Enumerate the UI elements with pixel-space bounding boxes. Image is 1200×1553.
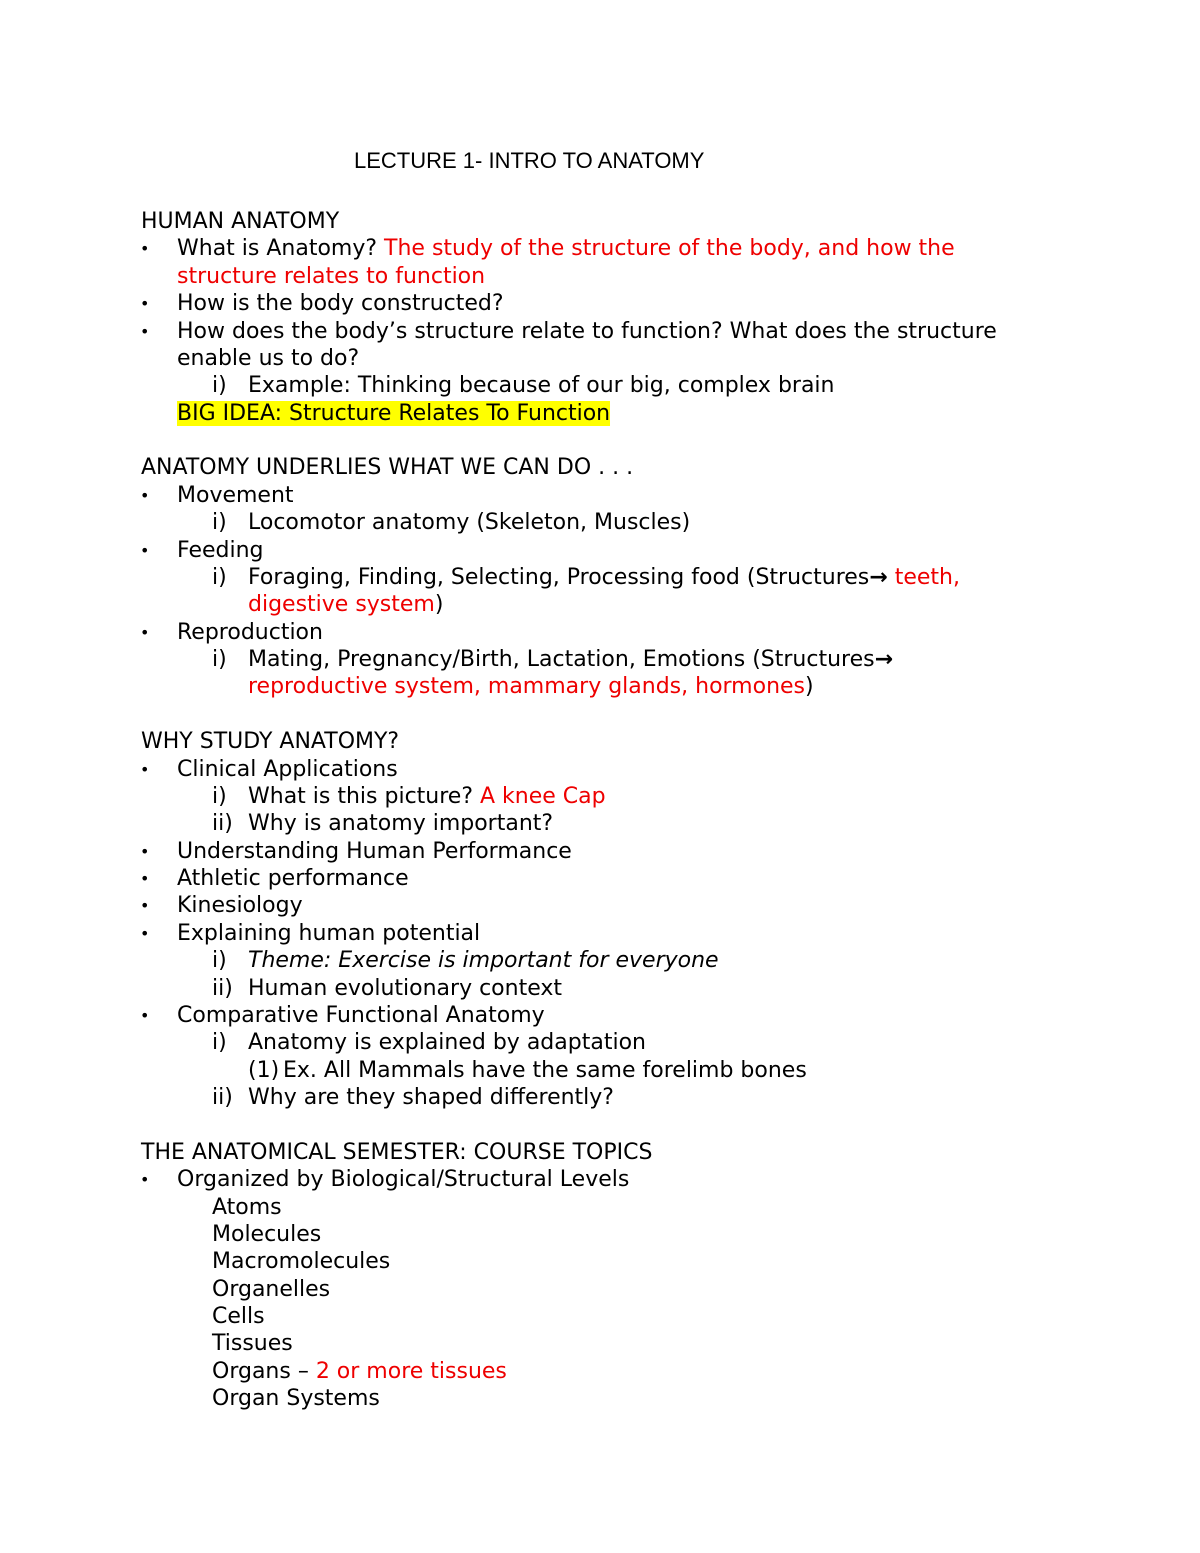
- sub-item-text: Foraging, Finding, Selecting, Processing food (Structures: [248, 565, 870, 590]
- list-item: Kinesiology: [177, 893, 303, 918]
- question-text: What is Anatomy?: [177, 236, 385, 261]
- level-text: Organs –: [212, 1359, 316, 1384]
- sub-sub-item: Ex. All Mammals have the same forelimb bones: [283, 1058, 807, 1083]
- sub-item-marker: i): [212, 510, 227, 535]
- sub-item-continued: [248, 591, 443, 618]
- bullet-icon: •: [140, 1170, 150, 1189]
- list-item: Organized by Biological/Structural Levels: [177, 1167, 630, 1192]
- sub-item: [248, 783, 606, 810]
- bullet-icon: •: [140, 869, 150, 888]
- list-item: Comparative Functional Anatomy: [177, 1003, 545, 1028]
- list-item: Clinical Applications: [177, 757, 398, 782]
- sub-item-marker: ii): [212, 1085, 233, 1110]
- list-item: Athletic performance: [177, 866, 409, 891]
- answer-text: teeth,: [887, 565, 960, 590]
- list-item: [177, 235, 955, 262]
- bullet-icon: •: [140, 623, 150, 642]
- sub-item: Human evolutionary context: [248, 976, 563, 1001]
- sub-item-marker: i): [212, 565, 227, 590]
- sub-item: Why are they shaped differently?: [248, 1085, 614, 1110]
- section-heading-human-anatomy: HUMAN ANATOMY: [141, 209, 340, 234]
- section-heading-why: WHY STUDY ANATOMY?: [141, 729, 400, 754]
- sub-item-marker: i): [212, 647, 227, 672]
- sub-item-text: Mating, Pregnancy/Birth, Lactation, Emotions (Structures: [248, 647, 875, 672]
- sub-item: Locomotor anatomy (Skeleton, Muscles): [248, 510, 691, 535]
- sub-item-continued: [248, 673, 814, 700]
- answer-text: digestive system: [248, 592, 435, 617]
- sub-item-marker: i): [212, 784, 227, 809]
- list-item-continued: enable us to do?: [177, 346, 360, 371]
- answer-text-continued: structure relates to function: [177, 264, 486, 289]
- bullet-icon: •: [140, 294, 150, 313]
- bullet-icon: •: [140, 760, 150, 779]
- sub-item: [248, 564, 960, 591]
- bullet-icon: •: [140, 842, 150, 861]
- answer-text: reproductive system, mammary glands, hormones: [248, 674, 806, 699]
- level-item: Cells: [212, 1304, 265, 1329]
- level-item: Atoms: [212, 1195, 282, 1220]
- sub-item-marker: ii): [212, 976, 233, 1001]
- list-item: How is the body constructed?: [177, 291, 504, 316]
- sub-item: Anatomy is explained by adaptation: [248, 1030, 646, 1055]
- level-item: Molecules: [212, 1222, 322, 1247]
- section-heading-semester: THE ANATOMICAL SEMESTER: COURSE TOPICS: [141, 1140, 653, 1165]
- right-arrow-icon: →: [869, 565, 888, 590]
- closing-paren: ): [805, 674, 814, 699]
- closing-paren: ): [434, 592, 444, 617]
- big-idea-callout: [177, 400, 610, 427]
- sub-item: [248, 646, 893, 673]
- level-item: [212, 1358, 507, 1385]
- list-item: Movement: [177, 483, 294, 508]
- page-title: LECTURE 1- INTRO TO ANATOMY: [354, 148, 705, 173]
- list-item: Understanding Human Performance: [177, 839, 572, 864]
- list-item: Feeding: [177, 538, 264, 563]
- sub-item-marker: ii): [212, 811, 233, 836]
- sub-item-marker: i): [212, 1030, 227, 1055]
- list-item: How does the body’s structure relate to function? What does the structure: [177, 319, 997, 344]
- answer-text: 2 or more tissues: [315, 1359, 507, 1384]
- bullet-icon: •: [140, 322, 150, 341]
- level-item: Organelles: [212, 1277, 331, 1302]
- level-item: Organ Systems: [212, 1386, 380, 1411]
- sub-item: Why is anatomy important?: [248, 811, 554, 836]
- right-arrow-icon: →: [874, 647, 894, 672]
- bullet-icon: •: [140, 896, 150, 915]
- highlighted-text: BIG IDEA: Structure Relates To Function: [177, 401, 611, 426]
- bullet-icon: •: [140, 486, 150, 505]
- list-item: Reproduction: [177, 620, 323, 645]
- bullet-icon: •: [140, 924, 150, 943]
- sub-item-marker: i): [212, 373, 227, 398]
- bullet-icon: •: [140, 541, 150, 560]
- sub-item: Example: Thinking because of our big, complex brain: [248, 373, 835, 398]
- level-item: Tissues: [212, 1331, 293, 1356]
- sub-item-text: What is this picture?: [248, 784, 481, 809]
- level-item: Macromolecules: [212, 1249, 391, 1274]
- answer-text: The study of the structure of the body, and how the: [384, 236, 955, 261]
- sub-item-marker: i): [212, 948, 227, 973]
- sub-sub-item-marker: (1): [248, 1058, 280, 1083]
- bullet-icon: •: [140, 1006, 150, 1025]
- answer-text: A knee Cap: [480, 784, 606, 809]
- list-item: Explaining human potential: [177, 921, 481, 946]
- section-heading-underlies: ANATOMY UNDERLIES WHAT WE CAN DO . . .: [141, 455, 634, 480]
- bullet-icon: •: [140, 239, 150, 258]
- sub-item-theme: Theme: Exercise is important for everyone: [248, 948, 719, 973]
